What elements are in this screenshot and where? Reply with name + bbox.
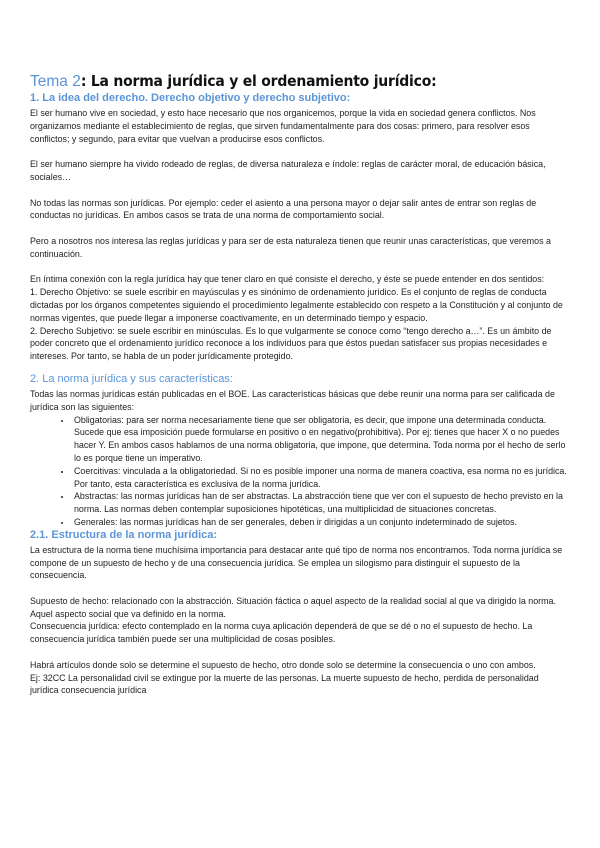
derecho-subjetivo: 2. Derecho Subjetivo: se suele escribir en minúsculas. Es lo que vulgarmente se conoce como “tengo derecho a…”. Es un ámbito de poder concreto que el ordenamiento jurídico reconoce a los individuos para que éstos puedan satisfacer sus propias necesidades e intereses. Por tanto, se habla de un poder jurídicamente protegido.	[30, 325, 552, 362]
section-1-paragraph-3: No todas las normas son jurídicas. Por ejemplo: ceder el asiento a una persona mayor o dejar salir antes de entrar son reglas de conductas no jurídicas. En ambos casos se trata de una norma de comportamiento social.	[30, 197, 537, 221]
section-1-paragraph-4: Pero a nosotros nos interesa las reglas jurídicas y para ser de esta naturaleza tienen que reunir unas características, que veremos a continuación.	[30, 235, 551, 259]
list-item-obligatorias: • Obligatorias: para ser norma necesariamente tiene que ser obligatoria, es decir, que impone una determinada conducta. Sucede que esa imposición puede formularse en positivo o en negativo(prohibitiva). Por ej: tienes que hacer X o no puedes hacer Y. En ambos casos hablamos de una norma obligatoria, que impone, que determina. Toda norma por el hecho de serlo lo es porque tiene un imperativo.	[72, 414, 568, 465]
section-2-intro: Todas las normas jurídicas están publicadas en el BOE. Las características básicas que debe reunir una norma para ser calificada de jurídica son las siguientes:	[30, 388, 555, 412]
page-title	[30, 72, 568, 91]
derecho-objetivo: 1. Derecho Objetivo: se suele escribir en mayúsculas y es sinónimo de ordenamiento jurídico. Es el conjunto de reglas de conducta dictadas por los órganos competentes siguiendo el procedimiento legalmente establecido con respeto a la Constitución y al conjunto de normas vigentes, que puede llegar a imponerse coactivamente, en un determinado tiempo y espacio.	[30, 287, 563, 323]
section-2-1-heading: 2.1. Estructura de la norma jurídica:	[30, 528, 218, 541]
list-item-generales: • Generales: las normas jurídicas han de ser generales, deben ir dirigidas a un conjunto indeterminado de sujetos.	[72, 516, 568, 529]
list-item-abstractas: • Abstractas: las normas jurídicas han de ser abstractas. La abstracción tiene que ver con el supuesto de hecho previsto en la norma. Las normas deben contemplar suposiciones hipotéticas, una multiplicidad de situaciones concretas.	[72, 490, 568, 516]
section-2-1-paragraph-1: La estructura de la norma tiene muchísima importancia para destacar ante qué tipo de norma nos encontramos. Toda norma jurídica se compone de un supuesto de hecho y de una consecuencia jurídica. Se emplea un silogismo para distinguir el supuesto de la consecuencia.	[30, 544, 563, 581]
section-2-1-paragraph-4: Habrá artículos donde solo se determine el supuesto de hecho, otro donde solo se determine la consecuencia o uno con ambos.	[30, 659, 536, 670]
section-2-1-example: Ej: 32CC La personalidad civil se extingue por la muerte de las personas. La muerte supuesto de hecho, perdida de personalidad jurídica consecuencia jurídica	[30, 672, 539, 696]
supuesto-de-hecho: Supuesto de hecho: relacionado con la abstracción. Situación fáctica o aquel aspecto de la realidad social al que va dirigido la norma. Aquel aspecto social que va definido en la norma.	[30, 595, 556, 619]
title-text: : La norma jurídica y el ordenamiento jurídico:	[80, 72, 437, 90]
title-topic-number: Tema 2	[30, 73, 81, 90]
list-item-coercitivas: • Coercitivas: vinculada a la obligatoriedad. Si no es posible imponer una norma de manera coactiva, esa norma no es jurídica. Por tanto, esta característica es exclusiva de la norma jurídica.	[72, 465, 568, 491]
section-1-paragraph-1: El ser humano vive en sociedad, y esto hace necesario que nos organicemos, porque la vida en sociedad genera conflictos. Nos organizamos mediante el establecimiento de reglas, que sirven fundamentalmente para dos cosas: primero, para resolver esos conflictos; y segundo, para evitar que vuelvan a producirse esos conflictos.	[30, 108, 536, 144]
section-1-paragraph-2: El ser humano siempre ha vivido rodeado de reglas, de diversa naturaleza e índole: reglas de carácter moral, de educación básica, sociales…	[30, 159, 546, 182]
consecuencia-juridica: Consecuencia jurídica: efecto contemplado en la norma cuya aplicación dependerá de que se dé o no el supuesto de hecho. La consecuencia jurídica también puede ser una multiplicidad de cosas posibles.	[30, 621, 533, 645]
section-1-intro: En íntima conexión con la regla jurídica hay que tener claro en qué consiste el derecho, y éste se puede entender en dos sentidos:	[30, 274, 545, 285]
section-1-heading: 1. La idea del derecho. Derecho objetivo y derecho subjetivo:	[30, 92, 351, 104]
section-2-heading: 2. La norma jurídica y sus características:	[30, 372, 233, 385]
characteristics-list	[30, 414, 568, 529]
